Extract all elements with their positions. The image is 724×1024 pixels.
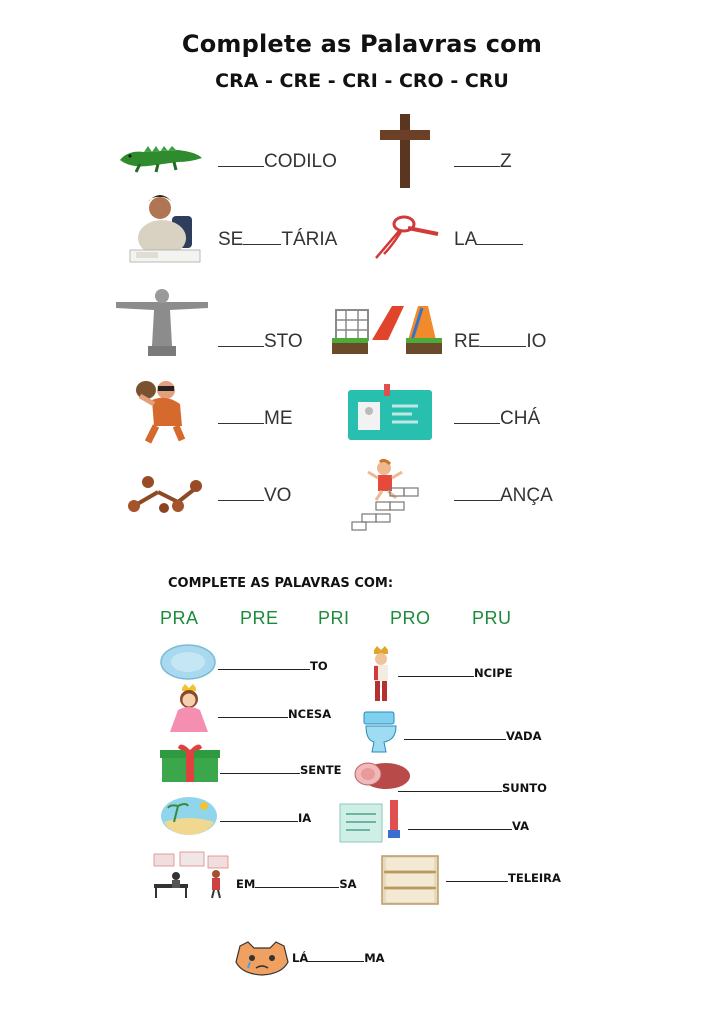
word-principe: NCIPE <box>398 663 513 680</box>
answer-blank[interactable] <box>408 816 512 830</box>
word-presente: SENTE <box>220 760 341 777</box>
word-prateleira: TELEIRA <box>446 868 561 885</box>
word-lagrima: LÁ MA <box>292 948 385 965</box>
answer-blank[interactable] <box>220 760 300 774</box>
answer-blank[interactable] <box>243 228 281 245</box>
plate-icon <box>160 644 216 680</box>
word-praia: IA <box>220 808 311 825</box>
syllable-pri: PRI <box>318 608 350 628</box>
id-badge-icon <box>348 384 432 440</box>
playground-icon <box>332 298 442 358</box>
word-secretaria: SE TÁRIA <box>218 229 338 250</box>
word-prato: TO <box>218 656 328 673</box>
answer-blank[interactable] <box>454 407 500 424</box>
page-subtitle: CRA - CRE - CRI - CRO - CRU <box>215 70 509 92</box>
syllable-pro: PRO <box>390 608 431 628</box>
answer-blank[interactable] <box>477 228 523 245</box>
syllable-pra: PRA <box>160 608 199 628</box>
clove-icon <box>128 472 204 516</box>
word-presunto: SUNTO <box>398 778 547 795</box>
prince-icon <box>366 646 396 704</box>
word-cristo: STO <box>218 330 303 353</box>
section2-title: COMPLETE AS PALAVRAS COM: <box>168 576 394 591</box>
child-hopscotch-icon <box>346 458 426 532</box>
word-cracha: CHÁ <box>454 407 540 430</box>
answer-blank[interactable] <box>218 656 310 670</box>
princess-icon <box>164 684 214 734</box>
answer-blank[interactable] <box>255 874 339 888</box>
word-crime: ME <box>218 407 293 430</box>
answer-blank[interactable] <box>218 484 264 501</box>
answer-blank[interactable] <box>398 778 502 792</box>
word-crianca: ANÇA <box>454 484 553 507</box>
answer-blank[interactable] <box>404 726 506 740</box>
page-title: Complete as Palavras com <box>181 30 543 58</box>
word-recreio: RE IO <box>454 331 547 352</box>
answer-blank[interactable] <box>454 150 500 167</box>
answer-blank[interactable] <box>480 330 526 347</box>
lace-icon <box>374 214 440 260</box>
answer-blank[interactable] <box>218 407 264 424</box>
word-cravo: VO <box>218 484 291 507</box>
thief-icon <box>124 376 194 446</box>
christ-statue-icon <box>114 286 210 358</box>
answer-blank[interactable] <box>308 948 364 962</box>
office-icon <box>150 850 234 900</box>
exam-paper-icon <box>340 800 406 844</box>
answer-blank[interactable] <box>218 150 264 167</box>
shelf-icon <box>382 856 438 904</box>
crying-face-icon <box>234 940 290 976</box>
syllable-pre: PRE <box>240 608 279 628</box>
word-cruz: Z <box>454 150 512 173</box>
syllable-pru: PRU <box>472 608 512 628</box>
word-privada: VADA <box>404 726 541 743</box>
gift-icon <box>160 744 220 784</box>
word-crocodilo: CODILO <box>218 150 337 173</box>
beach-icon <box>160 796 218 836</box>
word-empresa: EM SA <box>236 874 357 891</box>
answer-blank[interactable] <box>220 808 298 822</box>
word-prova: VA <box>408 816 529 833</box>
crocodile-icon <box>118 140 204 176</box>
secretary-icon <box>126 188 202 268</box>
toilet-icon <box>362 712 400 754</box>
answer-blank[interactable] <box>218 704 288 718</box>
word-lacre: LA <box>454 228 523 251</box>
answer-blank[interactable] <box>398 663 474 677</box>
answer-blank[interactable] <box>454 484 500 501</box>
answer-blank[interactable] <box>446 868 508 882</box>
answer-blank[interactable] <box>218 330 264 347</box>
cross-icon <box>378 114 432 188</box>
word-princesa: NCESA <box>218 704 331 721</box>
